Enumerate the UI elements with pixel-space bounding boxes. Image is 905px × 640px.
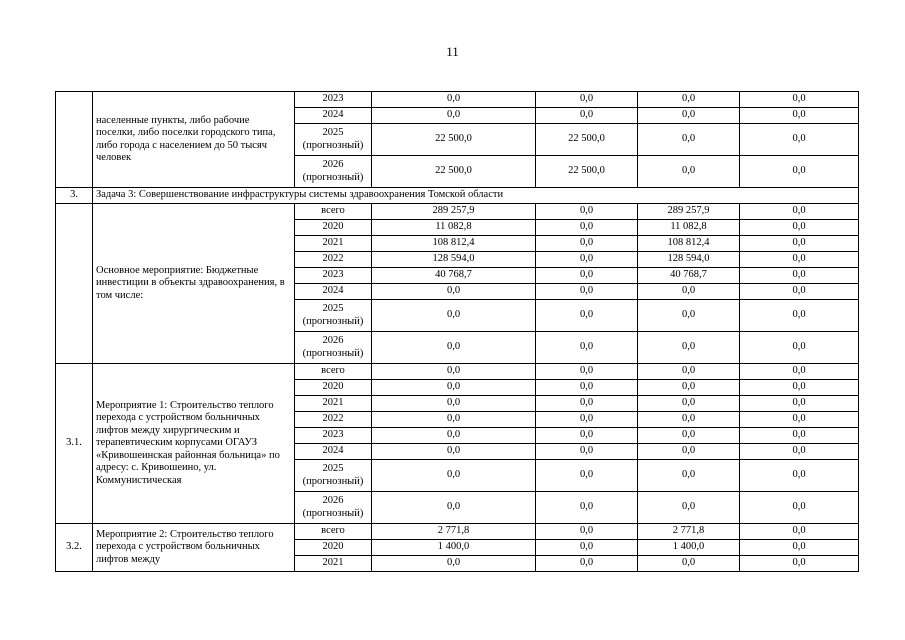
year-cell: 2025 (прогнозный) xyxy=(295,460,372,492)
value-cell: 0,0 xyxy=(740,460,859,492)
value-cell: 0,0 xyxy=(740,492,859,524)
value-cell: 1 400,0 xyxy=(372,540,536,556)
value-cell: 0,0 xyxy=(740,124,859,156)
value-cell: 0,0 xyxy=(740,156,859,188)
value-cell: 0,0 xyxy=(740,204,859,220)
value-cell: 0,0 xyxy=(740,524,859,540)
value-cell: 0,0 xyxy=(372,492,536,524)
value-cell: 0,0 xyxy=(740,332,859,364)
value-cell: 0,0 xyxy=(372,380,536,396)
value-cell: 0,0 xyxy=(372,284,536,300)
value-cell: 0,0 xyxy=(740,284,859,300)
value-cell: 40 768,7 xyxy=(372,268,536,284)
row-description: Мероприятие 2: Строительство теплого перехода с устройством больничных лифтов между xyxy=(93,524,295,572)
table-row xyxy=(56,364,859,380)
value-cell: 0,0 xyxy=(372,460,536,492)
row-number xyxy=(56,92,93,188)
value-cell: 2 771,8 xyxy=(638,524,740,540)
row-description: Мероприятие 1: Строительство теплого перехода с устройством больничных лифтов между хирургическим и терапевтическим корпусами ОГАУЗ «Кривошеинская районная больница» по адресу: с. Кривошеино, ул. Коммунистическая xyxy=(93,364,295,524)
value-cell: 22 500,0 xyxy=(536,156,638,188)
value-cell: 0,0 xyxy=(536,444,638,460)
value-cell: 0,0 xyxy=(740,108,859,124)
value-cell: 0,0 xyxy=(740,444,859,460)
value-cell: 0,0 xyxy=(740,236,859,252)
value-cell: 128 594,0 xyxy=(638,252,740,268)
value-cell: 108 812,4 xyxy=(372,236,536,252)
row-number xyxy=(56,204,93,364)
value-cell: 0,0 xyxy=(536,268,638,284)
year-cell: всего xyxy=(295,364,372,380)
year-cell: 2023 xyxy=(295,92,372,108)
value-cell: 0,0 xyxy=(638,412,740,428)
value-cell: 0,0 xyxy=(536,92,638,108)
value-cell: 22 500,0 xyxy=(372,124,536,156)
value-cell: 0,0 xyxy=(372,108,536,124)
value-cell: 22 500,0 xyxy=(536,124,638,156)
value-cell: 0,0 xyxy=(372,428,536,444)
year-cell: 2025 (прогнозный) xyxy=(295,300,372,332)
value-cell: 0,0 xyxy=(536,380,638,396)
value-cell: 0,0 xyxy=(638,364,740,380)
value-cell: 0,0 xyxy=(536,300,638,332)
value-cell: 0,0 xyxy=(638,492,740,524)
value-cell: 0,0 xyxy=(740,92,859,108)
value-cell: 0,0 xyxy=(536,460,638,492)
value-cell: 289 257,9 xyxy=(372,204,536,220)
value-cell: 1 400,0 xyxy=(638,540,740,556)
table-row xyxy=(56,204,859,220)
value-cell: 0,0 xyxy=(740,380,859,396)
table-row xyxy=(56,92,859,108)
value-cell: 0,0 xyxy=(740,428,859,444)
year-cell: 2022 xyxy=(295,252,372,268)
value-cell: 0,0 xyxy=(536,428,638,444)
value-cell: 0,0 xyxy=(536,396,638,412)
year-cell: 2020 xyxy=(295,540,372,556)
budget-table xyxy=(55,91,859,572)
year-cell: 2021 xyxy=(295,396,372,412)
value-cell: 0,0 xyxy=(536,492,638,524)
year-cell: 2022 xyxy=(295,412,372,428)
value-cell: 0,0 xyxy=(536,364,638,380)
year-cell: 2026 (прогнозный) xyxy=(295,156,372,188)
value-cell: 108 812,4 xyxy=(638,236,740,252)
year-cell: 2024 xyxy=(295,444,372,460)
value-cell: 11 082,8 xyxy=(372,220,536,236)
value-cell: 0,0 xyxy=(638,284,740,300)
task-number: 3. xyxy=(56,188,93,204)
year-cell: 2020 xyxy=(295,380,372,396)
row-description: населенные пункты, либо рабочие поселки, либо поселки городского типа, либо города с населением до 50 тысяч человек xyxy=(93,92,295,188)
row-number: 3.1. xyxy=(56,364,93,524)
table-row xyxy=(56,524,859,540)
year-cell: 2021 xyxy=(295,236,372,252)
value-cell: 0,0 xyxy=(372,444,536,460)
value-cell: 0,0 xyxy=(372,396,536,412)
value-cell: 0,0 xyxy=(638,156,740,188)
value-cell: 0,0 xyxy=(638,460,740,492)
value-cell: 40 768,7 xyxy=(638,268,740,284)
year-cell: 2020 xyxy=(295,220,372,236)
value-cell: 0,0 xyxy=(536,284,638,300)
value-cell: 0,0 xyxy=(740,396,859,412)
value-cell: 0,0 xyxy=(536,540,638,556)
value-cell: 0,0 xyxy=(740,556,859,572)
value-cell: 0,0 xyxy=(536,220,638,236)
value-cell: 0,0 xyxy=(372,300,536,332)
value-cell: 22 500,0 xyxy=(372,156,536,188)
year-cell: всего xyxy=(295,204,372,220)
value-cell: 0,0 xyxy=(740,268,859,284)
year-cell: 2024 xyxy=(295,108,372,124)
value-cell: 0,0 xyxy=(740,220,859,236)
value-cell: 0,0 xyxy=(536,556,638,572)
value-cell: 2 771,8 xyxy=(372,524,536,540)
value-cell: 0,0 xyxy=(372,332,536,364)
value-cell: 0,0 xyxy=(372,92,536,108)
year-cell: 2024 xyxy=(295,284,372,300)
value-cell: 0,0 xyxy=(638,396,740,412)
task-row xyxy=(56,188,859,204)
value-cell: 0,0 xyxy=(536,236,638,252)
value-cell: 0,0 xyxy=(536,252,638,268)
year-cell: 2023 xyxy=(295,268,372,284)
value-cell: 0,0 xyxy=(740,364,859,380)
year-cell: 2023 xyxy=(295,428,372,444)
value-cell: 0,0 xyxy=(638,380,740,396)
task-title: Задача 3: Совершенствование инфраструктуры системы здравоохранения Томской области xyxy=(93,188,859,204)
value-cell: 0,0 xyxy=(740,252,859,268)
row-number: 3.2. xyxy=(56,524,93,572)
value-cell: 0,0 xyxy=(638,332,740,364)
year-cell: 2025 (прогнозный) xyxy=(295,124,372,156)
value-cell: 289 257,9 xyxy=(638,204,740,220)
value-cell: 128 594,0 xyxy=(372,252,536,268)
value-cell: 0,0 xyxy=(638,108,740,124)
value-cell: 0,0 xyxy=(638,92,740,108)
value-cell: 0,0 xyxy=(536,524,638,540)
value-cell: 0,0 xyxy=(372,364,536,380)
value-cell: 0,0 xyxy=(536,204,638,220)
value-cell: 0,0 xyxy=(536,412,638,428)
value-cell: 0,0 xyxy=(638,556,740,572)
row-description: Основное мероприятие: Бюджетные инвестиции в объекты здравоохранения, в том числе: xyxy=(93,204,295,364)
year-cell: 2026 (прогнозный) xyxy=(295,332,372,364)
value-cell: 0,0 xyxy=(740,412,859,428)
value-cell: 0,0 xyxy=(638,428,740,444)
value-cell: 0,0 xyxy=(372,412,536,428)
value-cell: 11 082,8 xyxy=(638,220,740,236)
value-cell: 0,0 xyxy=(638,124,740,156)
value-cell: 0,0 xyxy=(740,540,859,556)
year-cell: 2021 xyxy=(295,556,372,572)
value-cell: 0,0 xyxy=(638,444,740,460)
value-cell: 0,0 xyxy=(740,300,859,332)
value-cell: 0,0 xyxy=(536,108,638,124)
year-cell: всего xyxy=(295,524,372,540)
value-cell: 0,0 xyxy=(372,556,536,572)
year-cell: 2026 (прогнозный) xyxy=(295,492,372,524)
value-cell: 0,0 xyxy=(638,300,740,332)
page-number: 11 xyxy=(446,44,459,59)
value-cell: 0,0 xyxy=(536,332,638,364)
